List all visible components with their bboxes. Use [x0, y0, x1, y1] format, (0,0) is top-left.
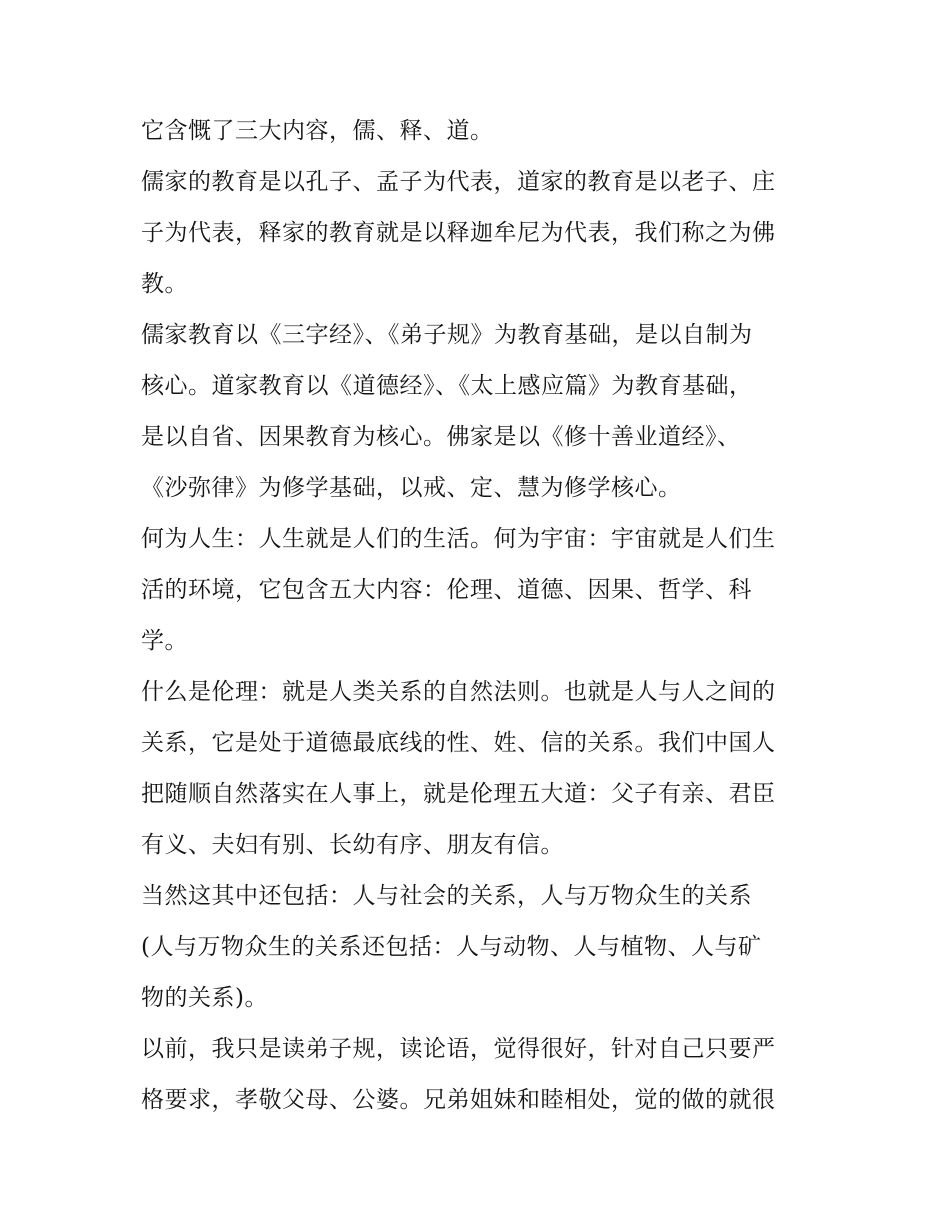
text-line: 当然这其中还包括：人与社会的关系，人与万物众生的关系	[141, 883, 752, 909]
text-line: 以前，我只是读弟子规，读论语，觉得很好，针对自己只要严	[141, 1036, 776, 1062]
text-line: 关系，它是处于道德最底线的性、姓、信的关系。我们中国人	[141, 730, 776, 756]
text-line: 何为人生：人生就是人们的生活。何为宇宙：宇宙就是人们生	[141, 526, 776, 552]
body-text	[141, 106, 831, 1126]
text-line: 是以自省、因果教育为核心。佛家是以《修十善业道经》、	[141, 424, 741, 450]
text-line: 活的环境，它包含五大内容：伦理、道德、因果、哲学、科	[141, 577, 752, 603]
text-line: 格要求，孝敬父母、公婆。兄弟姐妹和睦相处，觉的做的就很	[141, 1087, 776, 1113]
text-line: 核心。道家教育以《道德经》、《太上感应篇》为教育基础，	[141, 373, 753, 399]
text-line: 它含慨了三大内容，儒、释、道。	[141, 118, 494, 144]
text-line: 把随顺自然落实在人事上，就是伦理五大道：父子有亲、君臣	[141, 781, 776, 807]
text-line: 《沙弥律》为修学基础，以戒、定、慧为修学核心。	[141, 475, 682, 501]
text-line: 什么是伦理：就是人类关系的自然法则。也就是人与人之间的	[141, 679, 776, 705]
text-line: 学。	[141, 628, 188, 654]
text-line: 有义、夫妇有别、长幼有序、朋友有信。	[141, 832, 564, 858]
text-line: 儒家教育以《三字经》、《弟子规》为教育基础，是以自制为	[141, 322, 753, 348]
text-line: 教。	[141, 271, 188, 297]
text-line: 儒家的教育是以孔子、孟子为代表，道家的教育是以老子、庄	[141, 169, 776, 195]
text-line: 物的关系)。	[141, 985, 268, 1011]
text-line: (人与万物众生的关系还包括：人与动物、人与植物、人与矿	[141, 934, 762, 960]
text-line: 子为代表，释家的教育就是以释迦牟尼为代表，我们称之为佛	[141, 220, 776, 246]
